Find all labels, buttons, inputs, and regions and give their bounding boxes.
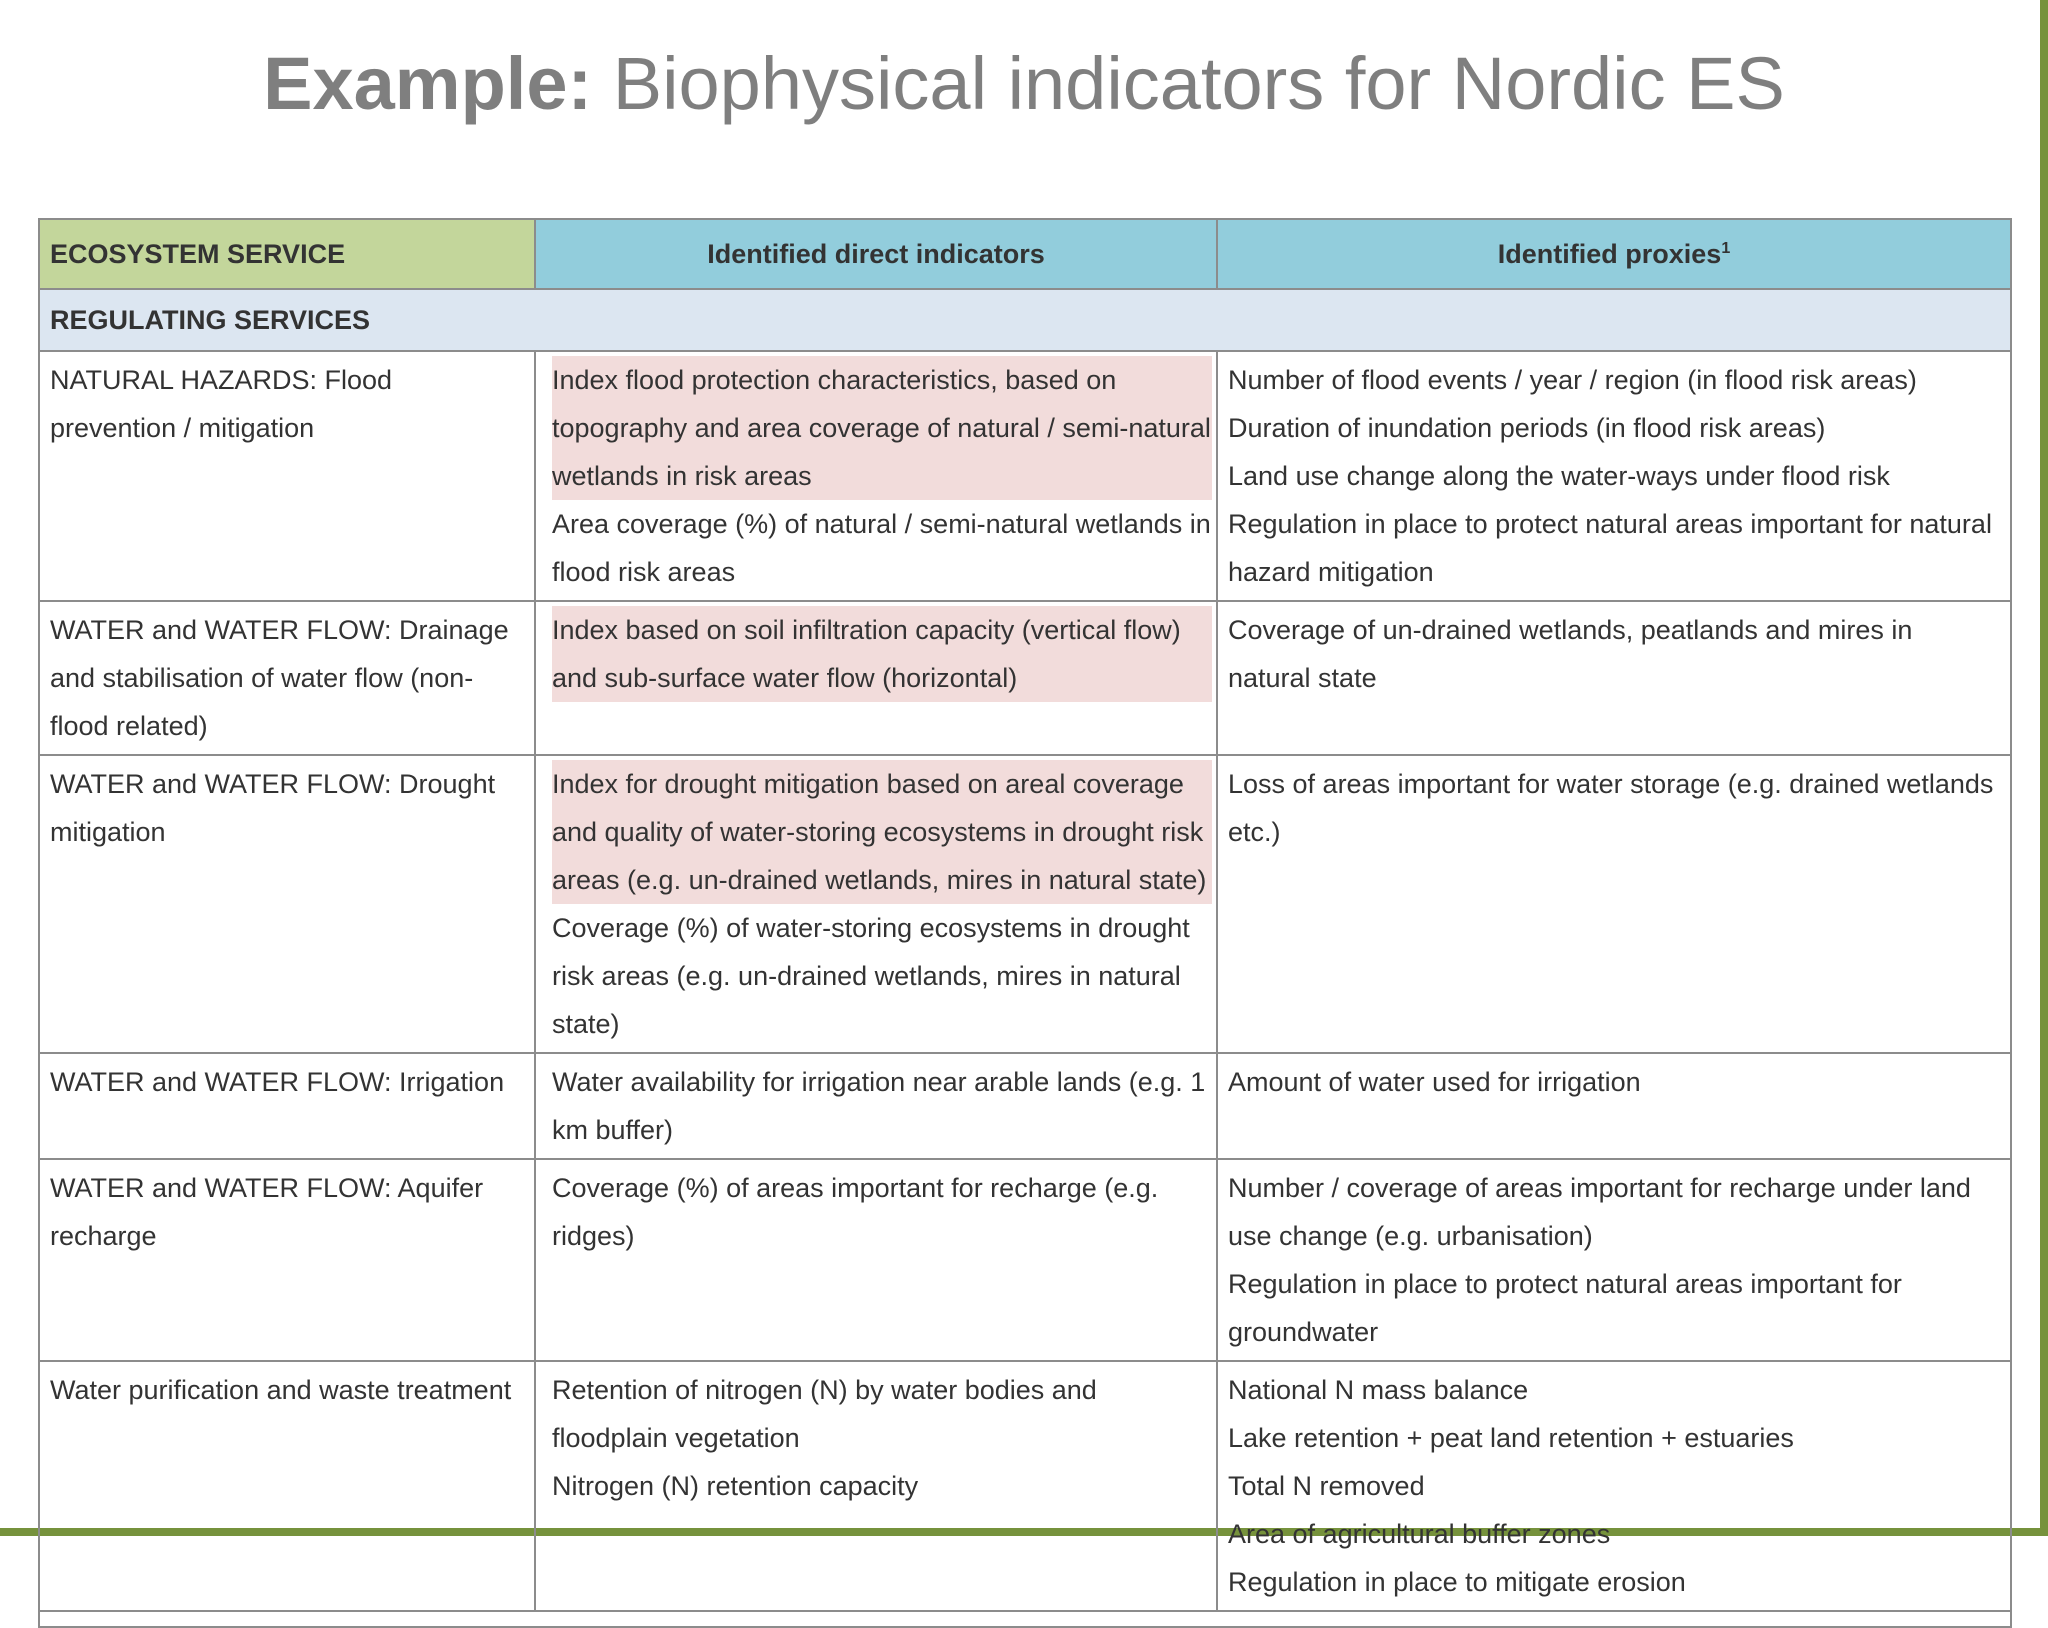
proxy-item: Coverage of un-drained wetlands, peatlands and mires in natural state — [1228, 615, 1913, 693]
indicator-item: Retention of nitrogen (N) by water bodies and floodplain vegetation — [552, 1375, 1097, 1453]
proxies-cell — [1217, 1159, 2011, 1361]
indicator-item: Area coverage (%) of natural / semi-natural wetlands in flood risk areas — [552, 509, 1211, 587]
proxy-item: Area of agricultural buffer zones — [1228, 1519, 1611, 1549]
table-row — [39, 1053, 2011, 1159]
service-cell — [39, 1361, 535, 1611]
indicator-item: Water availability for irrigation near arable lands (e.g. 1 km buffer) — [552, 1067, 1206, 1145]
service-cell — [39, 755, 535, 1053]
empty-trailing-row — [39, 1611, 2011, 1627]
section-row — [39, 289, 2011, 351]
service-cell — [39, 1053, 535, 1159]
proxy-item: Regulation in place to protect natural areas important for groundwater — [1228, 1269, 1902, 1347]
proxy-item: Land use change along the water-ways under flood risk — [1228, 461, 1890, 491]
header-proxies-label: Identified proxies — [1497, 238, 1722, 269]
proxy-item: Regulation in place to mitigate erosion — [1228, 1567, 1686, 1597]
indicators-cell — [535, 1053, 1217, 1159]
proxy-item: Loss of areas important for water storage (e.g. drained wetlands etc.) — [1228, 769, 1994, 847]
highlighted-indicator: Index based on soil infiltration capacity (vertical flow) and sub-surface water flow (horizontal) — [552, 606, 1212, 702]
table-row — [39, 1159, 2011, 1361]
service-name: WATER and WATER FLOW: Drought mitigation — [50, 769, 496, 847]
slide-right-border — [2040, 0, 2048, 1536]
proxies-cell — [1217, 1361, 2011, 1611]
header-proxies-footnote: 1 — [1721, 239, 1731, 257]
service-name: Water purification and waste treatment — [50, 1375, 512, 1405]
indicators-cell — [535, 601, 1217, 755]
header-proxies — [1217, 219, 2011, 289]
service-name: WATER and WATER FLOW: Drainage and stabilisation of water flow (non-flood related) — [50, 615, 509, 741]
proxy-item: Regulation in place to protect natural areas important for natural hazard mitigation — [1228, 509, 1992, 587]
indicators-cell — [535, 1361, 1217, 1611]
slide-title — [0, 40, 2048, 129]
table-row — [39, 1361, 2011, 1611]
indicator-item: Nitrogen (N) retention capacity — [552, 1471, 919, 1501]
header-direct-indicators: Identified direct indicators — [535, 219, 1217, 289]
proxy-item: National N mass balance — [1228, 1375, 1529, 1405]
indicators-table-wrapper — [38, 218, 2010, 1628]
table-row — [39, 601, 2011, 755]
proxy-item: Number / coverage of areas important for recharge under land use change (e.g. urbanisation) — [1228, 1173, 1971, 1251]
proxy-item: Total N removed — [1228, 1471, 1425, 1501]
indicator-item: Coverage (%) of water-storing ecosystems in drought risk areas (e.g. un-drained wetlands, mires in natural state) — [552, 913, 1190, 1039]
indicators-table — [38, 218, 2012, 1628]
service-cell — [39, 601, 535, 755]
proxies-cell — [1217, 351, 2011, 601]
service-name: NATURAL HAZARDS: Flood prevention / mitigation — [50, 365, 393, 443]
highlighted-indicator: Index for drought mitigation based on areal coverage and quality of water-storing ecosystems in drought risk areas (e.g. un-drained wetlands, mires in natural state) — [552, 760, 1212, 904]
service-name: WATER and WATER FLOW: Aquifer recharge — [50, 1173, 484, 1251]
slide-title-rest: Biophysical indicators for Nordic ES — [592, 42, 1785, 125]
indicators-cell — [535, 351, 1217, 601]
indicator-item: Coverage (%) of areas important for recharge (e.g. ridges) — [552, 1173, 1159, 1251]
indicators-cell — [535, 755, 1217, 1053]
table-header-row — [39, 219, 2011, 289]
proxies-cell — [1217, 1053, 2011, 1159]
proxy-item: Duration of inundation periods (in flood risk areas) — [1228, 413, 1826, 443]
proxy-item: Amount of water used for irrigation — [1228, 1067, 1641, 1097]
proxy-item: Number of flood events / year / region (in flood risk areas) — [1228, 365, 1917, 395]
table-row — [39, 351, 2011, 601]
service-cell — [39, 1159, 535, 1361]
highlighted-indicator: Index flood protection characteristics, based on topography and area coverage of natural / semi-natural wetlands in risk areas — [552, 356, 1212, 500]
section-label: REGULATING SERVICES — [39, 289, 2011, 351]
indicators-cell — [535, 1159, 1217, 1361]
proxies-cell — [1217, 755, 2011, 1053]
proxies-cell — [1217, 601, 2011, 755]
table-row — [39, 755, 2011, 1053]
slide-title-bold: Example: — [263, 42, 593, 125]
header-ecosystem-service: ECOSYSTEM SERVICE — [39, 219, 535, 289]
service-name: WATER and WATER FLOW: Irrigation — [50, 1067, 505, 1097]
empty-cell — [39, 1611, 2011, 1627]
service-cell — [39, 351, 535, 601]
proxy-item: Lake retention + peat land retention + estuaries — [1228, 1423, 1794, 1453]
